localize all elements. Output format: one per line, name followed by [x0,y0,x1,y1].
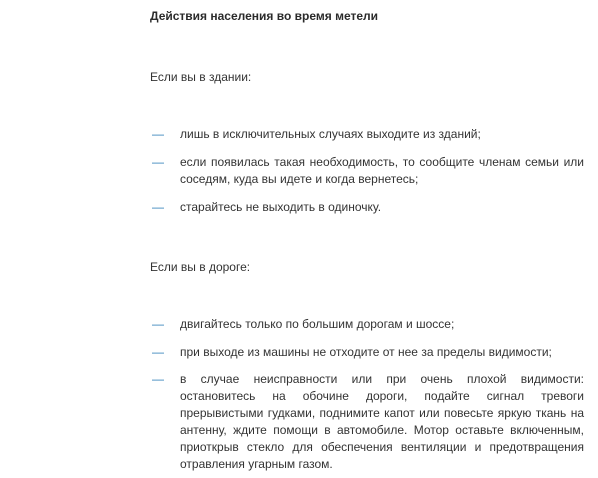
dash-bullet-icon [152,199,180,216]
list-item [152,316,584,333]
dash-bullet-icon [152,126,180,143]
list-item-text: старайтесь не выходить в одиночку. [180,200,382,214]
list-item [152,199,584,216]
list-item [152,126,584,143]
dash-bullet-icon [152,154,180,171]
article-title: Действия населения во время метели [150,9,379,23]
section-heading-in-building: Если вы в здании: [150,70,252,84]
list-item [152,371,584,473]
dash-bullet-icon [152,316,180,333]
list-item [152,154,584,188]
list-item-text: при выходе из машины не отходите от нее за пределы видимости; [180,345,552,359]
dash-bullet-icon [152,344,180,361]
list-item-text: в случае неисправности или при очень плохой видимости: остановитесь на обочине дороги, подайте сигнал тревоги прерывистыми гудками, поднимите капот или повесьте яркую ткань на антенну, ждите помощи в автомобиле. Мотор оставьте включенным, приоткрыв стекло для обеспечения вентиляции и предотвращения отравления угарным газом. [180,372,584,471]
list-item-text: двигайтесь только по большим дорогам и шоссе; [180,317,455,331]
list-item-text: лишь в исключительных случаях выходите из зданий; [180,127,481,141]
dash-bullet-icon [152,371,180,388]
list-item-text: если появилась такая необходимость, то сообщите членам семьи или соседям, куда вы идете и когда вернетесь; [180,155,584,186]
list-item [152,344,584,361]
section-heading-on-road: Если вы в дороге: [150,260,251,274]
